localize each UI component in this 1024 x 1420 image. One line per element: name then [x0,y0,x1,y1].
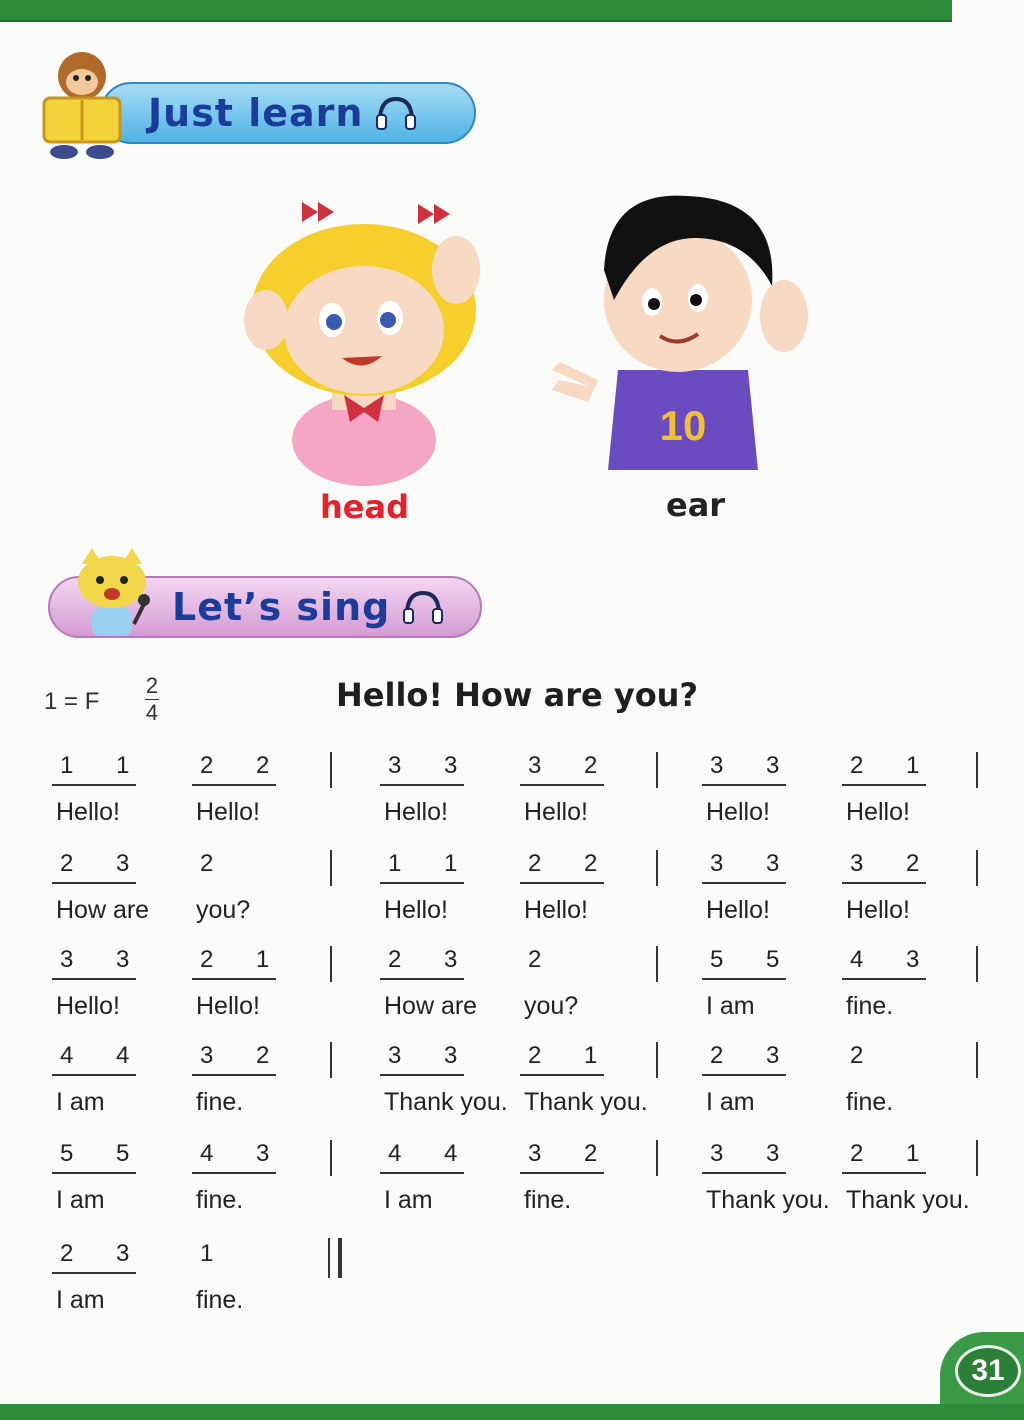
note: 3 [444,946,458,973]
lyric: Thank you. [384,1088,508,1116]
eighth-note-underline [702,1074,786,1076]
eighth-note-underline [842,1172,926,1174]
barline [976,1140,978,1176]
barline [656,1140,658,1176]
top-border [0,0,952,22]
lyric: How are [384,992,478,1020]
just-learn-title: Just learn [148,91,364,135]
note: 2 [710,1042,724,1069]
note: 4 [200,1140,214,1167]
lyric: Hello! [56,992,120,1020]
lyric: Hello! [384,798,448,826]
note: 3 [710,752,724,779]
lets-sing-title: Let’s sing [172,585,391,629]
barline [656,946,658,982]
note: 3 [116,850,130,877]
lyric: fine. [846,992,894,1020]
barline [976,946,978,982]
boy-touching-ear-illustration [548,190,828,480]
barline [330,752,332,788]
note: 3 [766,1042,780,1069]
note: 2 [528,1042,542,1069]
lyric: Thank you. [846,1186,970,1214]
note: 2 [256,752,270,779]
note: 3 [444,752,458,779]
note: 2 [850,1042,864,1069]
barline [656,850,658,886]
lyric: I am [384,1186,433,1214]
just-learn-banner [100,82,476,144]
note: 3 [388,752,402,779]
note: 2 [200,752,214,779]
headphones-icon[interactable] [375,95,417,131]
lyric: Hello! [196,798,260,826]
lyric: How are [56,896,150,924]
lyric: fine. [846,1088,894,1116]
eighth-note-underline [192,784,276,786]
barline [330,1042,332,1078]
song-key: 1 = F [44,688,100,715]
note: 3 [528,1140,542,1167]
note: 2 [60,1240,74,1267]
barline [976,850,978,886]
cat-singing-mascot [64,544,160,640]
note: 3 [766,850,780,877]
eighth-note-underline [702,1172,786,1174]
note: 1 [388,850,402,877]
note: 2 [584,850,598,877]
word-ear: ear [666,486,726,524]
lyric: Hello! [846,798,910,826]
note: 2 [388,946,402,973]
note: 2 [850,752,864,779]
lyric: I am [706,992,755,1020]
note: 3 [528,752,542,779]
note: 1 [116,752,130,779]
final-barline [328,1238,342,1278]
barline [330,946,332,982]
eighth-note-underline [52,784,136,786]
eighth-note-underline [380,784,464,786]
note: 5 [766,946,780,973]
lyric: Hello! [56,798,120,826]
lyric: I am [706,1088,755,1116]
note: 2 [584,752,598,779]
eighth-note-underline [192,1172,276,1174]
eighth-note-underline [842,978,926,980]
lyric: Hello! [524,798,588,826]
time-signature-top: 2 [145,673,159,698]
barline [976,752,978,788]
eighth-note-underline [52,1074,136,1076]
eighth-note-underline [702,882,786,884]
note: 3 [256,1140,270,1167]
eighth-note-underline [192,1074,276,1076]
lyric: Hello! [196,992,260,1020]
time-signature-bottom: 4 [145,700,159,725]
lyric: you? [524,992,579,1020]
note: 2 [200,946,214,973]
lyric: Hello! [706,896,770,924]
note: 2 [528,850,542,877]
eighth-note-underline [380,1074,464,1076]
eighth-note-underline [192,978,276,980]
eighth-note-underline [702,784,786,786]
note: 3 [850,850,864,877]
note: 3 [116,946,130,973]
lyric: Hello! [706,798,770,826]
lyric: fine. [196,1186,244,1214]
time-signature [145,674,159,725]
note: 3 [444,1042,458,1069]
note: 4 [60,1042,74,1069]
eighth-note-underline [842,882,926,884]
lyric: you? [196,896,251,924]
girl-touching-head-illustration [222,190,506,486]
bottom-border [0,1404,1024,1420]
note: 5 [116,1140,130,1167]
lyric: Thank you. [706,1186,830,1214]
lyric: Hello! [846,896,910,924]
eighth-note-underline [702,978,786,980]
note: 2 [584,1140,598,1167]
note: 2 [200,850,214,877]
barline [330,1140,332,1176]
note: 1 [200,1240,214,1267]
eighth-note-underline [380,978,464,980]
barline [656,1042,658,1078]
note: 2 [256,1042,270,1069]
note: 5 [60,1140,74,1167]
lyric: Hello! [384,896,448,924]
lyric: I am [56,1286,105,1314]
lyric: fine. [524,1186,572,1214]
monkey-reading-mascot [34,44,130,162]
lyric: Thank you. [524,1088,648,1116]
note: 1 [444,850,458,877]
word-head: head [320,488,409,526]
lyric: Hello! [524,896,588,924]
song-title: Hello! How are you? [336,676,699,714]
eighth-note-underline [520,882,604,884]
note: 4 [850,946,864,973]
note: 2 [528,946,542,973]
svg-text:10: 10 [659,402,707,449]
note: 3 [60,946,74,973]
eighth-note-underline [520,1172,604,1174]
eighth-note-underline [52,1172,136,1174]
eighth-note-underline [52,978,136,980]
eighth-note-underline [52,882,136,884]
note: 1 [906,752,920,779]
note: 1 [584,1042,598,1069]
note: 2 [906,850,920,877]
note: 4 [444,1140,458,1167]
eighth-note-underline [520,784,604,786]
barline [976,1042,978,1078]
note: 4 [116,1042,130,1069]
lyric: fine. [196,1286,244,1314]
eighth-note-underline [842,784,926,786]
note: 1 [906,1140,920,1167]
barline [330,850,332,886]
note: 3 [766,1140,780,1167]
note: 3 [766,752,780,779]
eighth-note-underline [52,1272,136,1274]
lyric: I am [56,1186,105,1214]
eighth-note-underline [380,1172,464,1174]
note: 5 [710,946,724,973]
barline [656,752,658,788]
note: 2 [850,1140,864,1167]
note: 4 [388,1140,402,1167]
note: 3 [710,1140,724,1167]
note: 3 [116,1240,130,1267]
lyric: I am [56,1088,105,1116]
headphones-icon[interactable] [402,589,444,625]
note: 3 [906,946,920,973]
note: 1 [60,752,74,779]
eighth-note-underline [520,1074,604,1076]
note: 3 [710,850,724,877]
lyric: fine. [196,1088,244,1116]
eighth-note-underline [380,882,464,884]
note: 1 [256,946,270,973]
note: 2 [60,850,74,877]
page-number: 31 [955,1345,1021,1397]
note: 3 [200,1042,214,1069]
note: 3 [388,1042,402,1069]
